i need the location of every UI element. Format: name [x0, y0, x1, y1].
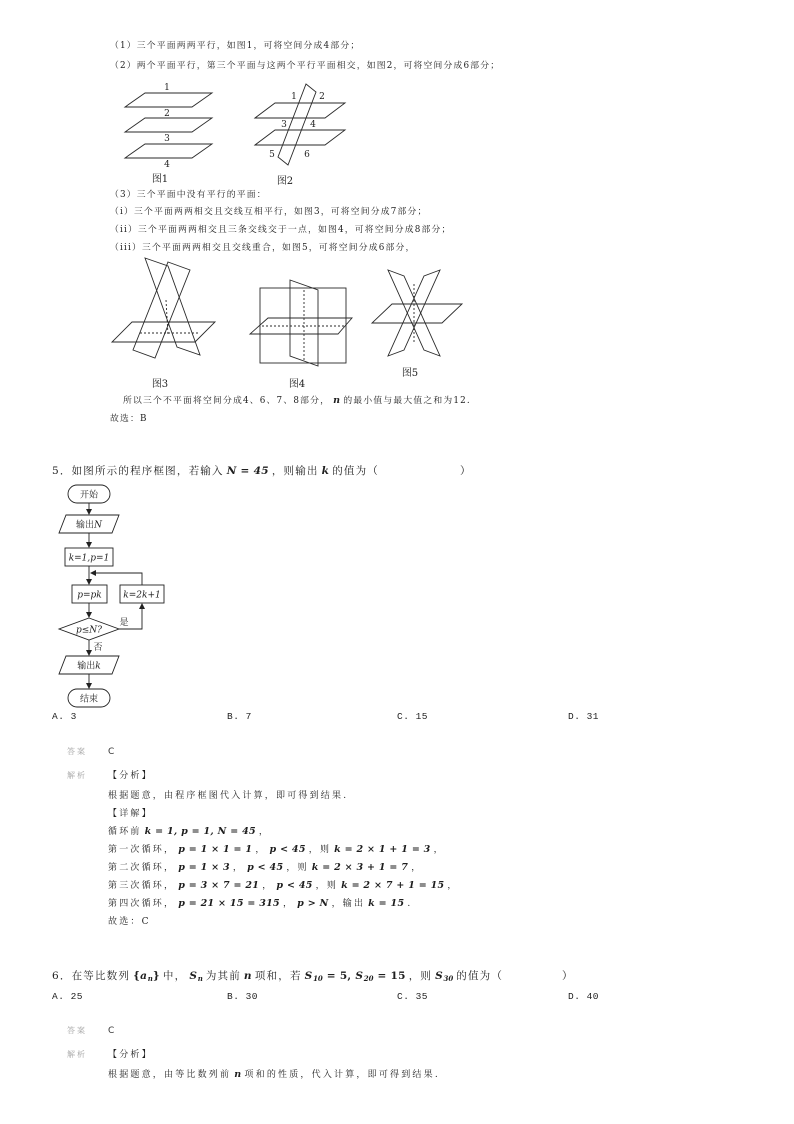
plane	[145, 258, 200, 355]
q6-stem-f: 的值为（	[456, 970, 504, 982]
flowchart-labels	[69, 489, 161, 705]
end-label: 结束	[79, 694, 99, 705]
q5-option-b: B. 7	[227, 711, 252, 722]
slanted-plane	[278, 84, 316, 165]
q6-conditions	[305, 970, 406, 982]
output-box	[59, 656, 119, 674]
q6-analysis-var: n	[234, 1069, 242, 1080]
seq-open-brace: {	[133, 970, 141, 982]
s20-subscript: 20	[363, 974, 374, 983]
q6-stem-close-paren: ）	[562, 970, 574, 982]
q6-analysis-label: 解析	[67, 1050, 87, 1059]
figure-2	[255, 84, 345, 165]
step-k: k = 15	[368, 898, 405, 909]
update-p-label: p=pk	[77, 590, 102, 601]
plane	[260, 288, 346, 363]
figure-5	[372, 270, 462, 356]
yes-branch	[119, 604, 142, 629]
plane	[255, 103, 345, 118]
seq-close-brace: }	[152, 970, 160, 982]
region-label: 1	[164, 83, 170, 93]
figure-2-labels	[269, 92, 325, 187]
q5-step-1	[108, 844, 445, 856]
plane	[125, 144, 212, 158]
step-sep: ，	[262, 881, 274, 891]
start-label: 开始	[79, 490, 99, 501]
figure-2-caption: 图2	[276, 176, 294, 187]
input-box	[59, 515, 119, 533]
step-end: ，	[447, 881, 459, 891]
plane	[388, 270, 440, 356]
s30-subscript: 30	[443, 974, 454, 983]
step-mid: ，则	[308, 845, 332, 855]
figure-3	[112, 258, 215, 358]
q5-option-c: C. 15	[397, 711, 429, 722]
q6-stem-d: 项和，若	[254, 970, 302, 982]
step-k: k = 2 × 1 + 1 = 3	[334, 844, 431, 855]
output-var: k	[95, 661, 101, 672]
output-text: 输出	[77, 661, 96, 672]
step-k: k = 2 × 7 + 1 = 15	[341, 880, 445, 891]
plane	[290, 280, 318, 366]
figure-4-caption: 图4	[288, 379, 306, 390]
conclusion-before: 所以三个不平面将空间分成4、6、7、8部分，	[123, 396, 331, 406]
step-p: p = 1 × 3	[178, 862, 230, 873]
loop-init-end: ，	[258, 827, 271, 837]
region-label: 2	[164, 109, 170, 119]
case-3-i-text: （i）三个平面两两相交且交线互相平行，如图3，可将空间分成7部分；	[110, 207, 428, 217]
step-compare: p < 45	[276, 880, 313, 891]
figure-1-caption: 图1	[151, 174, 169, 185]
plane	[125, 118, 212, 132]
plane	[133, 262, 190, 358]
q5-stem-b: ，则输出	[271, 465, 319, 477]
region-label: 4	[164, 160, 170, 170]
q6-sequence	[133, 970, 160, 982]
q5-detail-heading: 【详解】	[108, 809, 153, 819]
loop-init-math: k = 1, p = 1, N = 45	[144, 826, 256, 837]
region-label: 3	[281, 120, 287, 130]
step-compare: p < 45	[269, 844, 306, 855]
case-2-text: （2）两个平面平行，第三个平面与这两个平行平面相交，如图2，可将空间分成6部分；	[110, 61, 501, 71]
figure-1	[125, 93, 212, 158]
step-p: p = 1 × 1 = 1	[178, 844, 253, 855]
q5-step-3	[108, 880, 459, 892]
update-p-box	[72, 585, 107, 603]
q5-option-a: A. 3	[52, 711, 77, 722]
sn-symbol: S	[189, 970, 198, 982]
q6-option-c: C. 35	[397, 991, 429, 1002]
figure-1-labels	[152, 83, 170, 185]
s10-value: = 5,	[322, 970, 356, 982]
q5-answer: C	[108, 747, 115, 757]
case-3-iii-text: （iii）三个平面两两相交且交线重合，如图5，可将空间分成6部分，	[110, 243, 416, 253]
q5-choice: 故选：C	[108, 917, 151, 927]
q6-analysis-a: 根据题意，由等比数列前	[108, 1070, 232, 1080]
region-label: 3	[164, 134, 170, 144]
step-end: .	[407, 899, 413, 909]
q6-answer-label: 答案	[67, 1026, 87, 1035]
q6-stem-a: 6．在等比数列	[52, 970, 131, 982]
update-k-label: k=2k+1	[123, 590, 161, 601]
plane	[388, 270, 440, 356]
step-label: 第三次循环，	[108, 881, 176, 891]
plane	[125, 93, 212, 107]
q6-analysis-text	[108, 1069, 440, 1081]
no-label: 否	[93, 643, 103, 653]
step-sep: ，	[232, 863, 245, 873]
q5-step-2	[108, 862, 422, 874]
case-3-text: （3）三个平面中没有平行的平面：	[110, 190, 267, 200]
s20-value: = 15	[373, 970, 406, 982]
q5-option-d: D. 31	[568, 711, 600, 722]
q6-stem-b: 中，	[162, 970, 187, 982]
q5-stem-a: 5．如图所示的程序框图，若输入	[52, 465, 224, 477]
step-label: 第二次循环，	[108, 863, 176, 873]
condition-label: p≤N?	[75, 625, 103, 636]
q5-analysis-label: 解析	[67, 771, 87, 780]
condition-diamond	[59, 618, 119, 640]
conclusion-line	[123, 395, 471, 407]
region-label: 2	[319, 92, 325, 102]
q5-step-4	[108, 898, 412, 910]
seq-term-subscript: n	[147, 974, 153, 983]
q6-analysis-b: 项和的性质，代入计算，即可得到结果.	[244, 1070, 440, 1080]
step-k: k = 2 × 3 + 1 = 7	[311, 862, 409, 873]
step-mid: ，输出	[331, 899, 366, 909]
step-compare: p < 45	[247, 862, 284, 873]
region-label: 5	[269, 150, 275, 160]
figure-5-caption: 图5	[401, 368, 419, 379]
seq-term: a	[140, 970, 148, 982]
q5-loop-init	[108, 826, 270, 838]
figure-3-caption: 图3	[151, 379, 169, 390]
q5-analysis-heading: 【分析】	[108, 771, 153, 781]
plane	[372, 304, 462, 323]
q5-answer-label: 答案	[67, 747, 87, 756]
step-p: p = 3 × 7 = 21	[178, 880, 260, 891]
q5-stem-c: 的值为（	[332, 465, 380, 477]
q5-stem-close-paren: ）	[460, 465, 472, 477]
q6-n: n	[243, 970, 252, 982]
step-sep: ，	[255, 845, 267, 855]
plane	[112, 322, 215, 342]
q5-stem-math-2: k	[321, 465, 330, 477]
q6-stem-c: 为其前	[205, 970, 241, 982]
q6-s30	[435, 970, 453, 982]
sn-subscript: n	[197, 974, 203, 983]
step-label: 第四次循环，	[108, 899, 176, 909]
input-var: N	[94, 520, 102, 531]
step-end: ，	[433, 845, 445, 855]
yes-label: 是	[119, 618, 129, 628]
input-label	[76, 519, 103, 531]
case-3-ii-text: （ii）三个平面两两相交且三条交线交于一点，如图4，可将空间分成8部分；	[110, 225, 452, 235]
s10-subscript: 10	[313, 974, 323, 983]
step-end: ，	[411, 863, 423, 873]
step-label: 第一次循环，	[108, 845, 176, 855]
conclusion-var: n	[333, 395, 341, 406]
step-compare: p > N	[297, 898, 329, 909]
flowchart	[59, 485, 164, 707]
q6-option-b: B. 30	[227, 991, 259, 1002]
s10-symbol: S	[304, 970, 313, 982]
q6-option-a: A. 25	[52, 991, 84, 1002]
output-label	[77, 660, 100, 672]
hidden-edge	[166, 300, 168, 335]
conclusion-after: 的最小值与最大值之和为12.	[343, 396, 471, 406]
step-sep: ，	[282, 899, 295, 909]
loop-init-label: 循环前	[108, 827, 142, 837]
init-label: k=1,p=1	[68, 553, 110, 564]
q6-stem-e: ，则	[408, 970, 433, 982]
q6-answer: C	[108, 1026, 115, 1036]
case-1-text: （1）三个平面两两平行，如图1，可将空间分成4部分；	[110, 41, 361, 51]
q6-sn	[189, 970, 202, 982]
init-box	[65, 548, 113, 566]
step-mid: ，则	[315, 881, 339, 891]
q4-choice: 故选：B	[110, 414, 148, 424]
q6-stem	[52, 970, 503, 983]
s20-symbol: S	[355, 970, 364, 982]
s30-symbol: S	[435, 970, 444, 982]
step-mid: ，则	[286, 863, 309, 873]
q5-stem-math-1: N = 45	[226, 465, 269, 477]
plane	[250, 318, 352, 334]
update-k-box	[120, 585, 164, 603]
q6-analysis-heading: 【分析】	[108, 1050, 153, 1060]
region-label: 4	[310, 120, 316, 130]
q5-stem	[52, 465, 379, 477]
q6-option-d: D. 40	[568, 991, 600, 1002]
figure-4	[250, 280, 352, 366]
region-label: 1	[291, 92, 297, 102]
end-terminal	[68, 689, 110, 707]
step-p: p = 21 × 15 = 315	[178, 898, 280, 909]
start-terminal	[68, 485, 110, 503]
q5-analysis-text: 根据题意，由程序框图代入计算，即可得到结果.	[108, 791, 349, 801]
plane	[255, 130, 345, 145]
loop-back-arrow	[91, 573, 142, 585]
input-text: 输出	[76, 520, 95, 531]
region-label: 6	[304, 150, 310, 160]
